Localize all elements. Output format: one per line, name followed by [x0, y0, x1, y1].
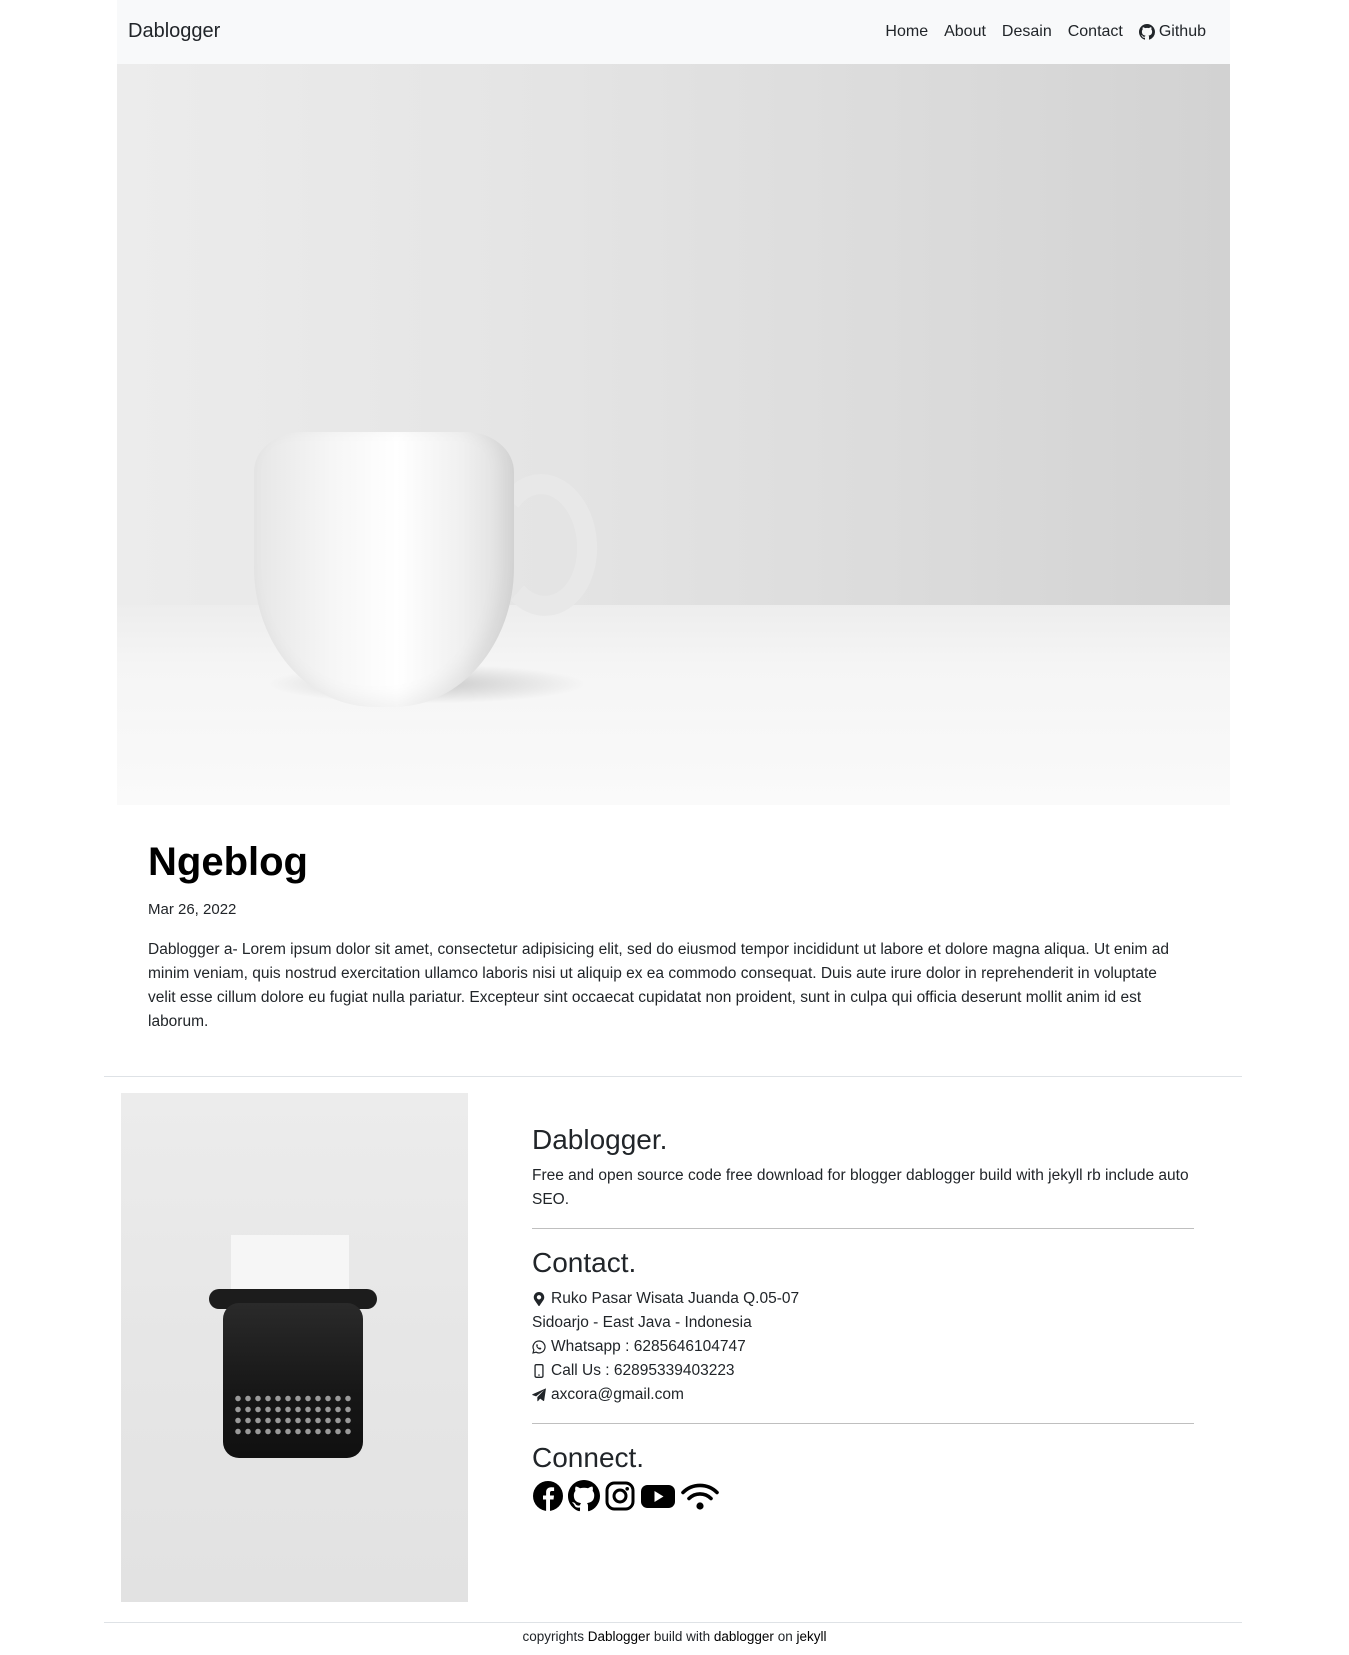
email-text: axcora@gmail.com	[551, 1386, 684, 1403]
typewriter-keys	[233, 1393, 353, 1437]
nav-github-label: Github	[1158, 23, 1206, 40]
address-line1: Ruko Pasar Wisata Juanda Q.05-07	[551, 1290, 800, 1307]
social-links	[532, 1480, 1194, 1512]
post-date: Mar 26, 2022	[148, 901, 237, 918]
footer	[0, 1629, 1349, 1644]
whatsapp-icon	[532, 1340, 546, 1354]
nav-home[interactable]: Home	[885, 23, 929, 40]
nav-contact[interactable]: Contact	[1067, 23, 1123, 40]
contact-email[interactable]	[532, 1383, 1194, 1407]
typewriter-image	[121, 1093, 468, 1602]
footer-prefix: copyrights	[522, 1629, 584, 1644]
navbar	[117, 0, 1230, 64]
footer-brand-link[interactable]: Dablogger	[587, 1629, 651, 1644]
info-divider-2	[532, 1423, 1194, 1424]
about-heading: Dablogger.	[532, 1124, 668, 1155]
instagram-icon[interactable]	[604, 1480, 636, 1512]
github-icon[interactable]	[568, 1480, 600, 1512]
nav-links	[885, 23, 1206, 41]
about-text: Free and open source code free download for blogger dablogger build with jekyll rb include auto SEO.	[532, 1167, 1189, 1208]
connect-heading: Connect.	[532, 1442, 645, 1473]
contact-heading: Contact.	[532, 1247, 637, 1278]
contact-address	[532, 1287, 1194, 1311]
github-icon	[1139, 24, 1155, 40]
phone-icon	[532, 1364, 546, 1378]
mug-body	[254, 432, 514, 707]
address-line2: Sidoarjo - East Java - Indonesia	[532, 1314, 752, 1331]
nav-github[interactable]	[1139, 23, 1206, 41]
youtube-icon[interactable]	[640, 1480, 676, 1512]
section-divider	[104, 1076, 1242, 1077]
nav-desain[interactable]: Desain	[1001, 23, 1052, 40]
call-text: Call Us : 62895339403223	[551, 1362, 735, 1379]
brand-link[interactable]: Dablogger	[128, 20, 221, 42]
paper-plane-icon	[532, 1388, 546, 1402]
contact-whatsapp[interactable]	[532, 1335, 1194, 1359]
hero-image-white-mug	[117, 64, 1230, 805]
contact-call[interactable]	[532, 1359, 1194, 1383]
footer-info	[532, 1124, 1194, 1512]
contact-address-2	[532, 1311, 1194, 1335]
facebook-icon[interactable]	[532, 1480, 564, 1512]
footer-dablogger-link[interactable]: dablogger	[713, 1629, 774, 1644]
post-title: Ngeblog	[148, 840, 308, 884]
whatsapp-text: Whatsapp : 6285646104747	[551, 1338, 746, 1355]
footer-jekyll-link[interactable]: jekyll	[796, 1629, 827, 1644]
nav-about[interactable]: About	[944, 23, 986, 40]
post-article	[148, 840, 1188, 1034]
rss-icon[interactable]	[680, 1480, 720, 1512]
map-marker-icon	[532, 1292, 546, 1306]
info-divider	[532, 1228, 1194, 1229]
post-body: Dablogger a- Lorem ipsum dolor sit amet, consectetur adipisicing elit, sed do eiusmod tempor incididunt ut labore et dolore magna aliqua. Ut enim ad minim veniam, quis nostrud exercitation ullamco laboris nisi ut aliquip ex ea commodo consequat. Duis aute irure dolor in reprehenderit in voluptate velit esse cillum dolore eu fugiat nulla pariatur. Excepteur sint occaecat cupidatat non proident, sunt in culpa qui officia deserunt mollit anim id est laborum.	[148, 941, 1169, 1030]
footer-divider	[104, 1622, 1242, 1623]
footer-on: on	[777, 1629, 793, 1644]
footer-mid: build with	[653, 1629, 711, 1644]
